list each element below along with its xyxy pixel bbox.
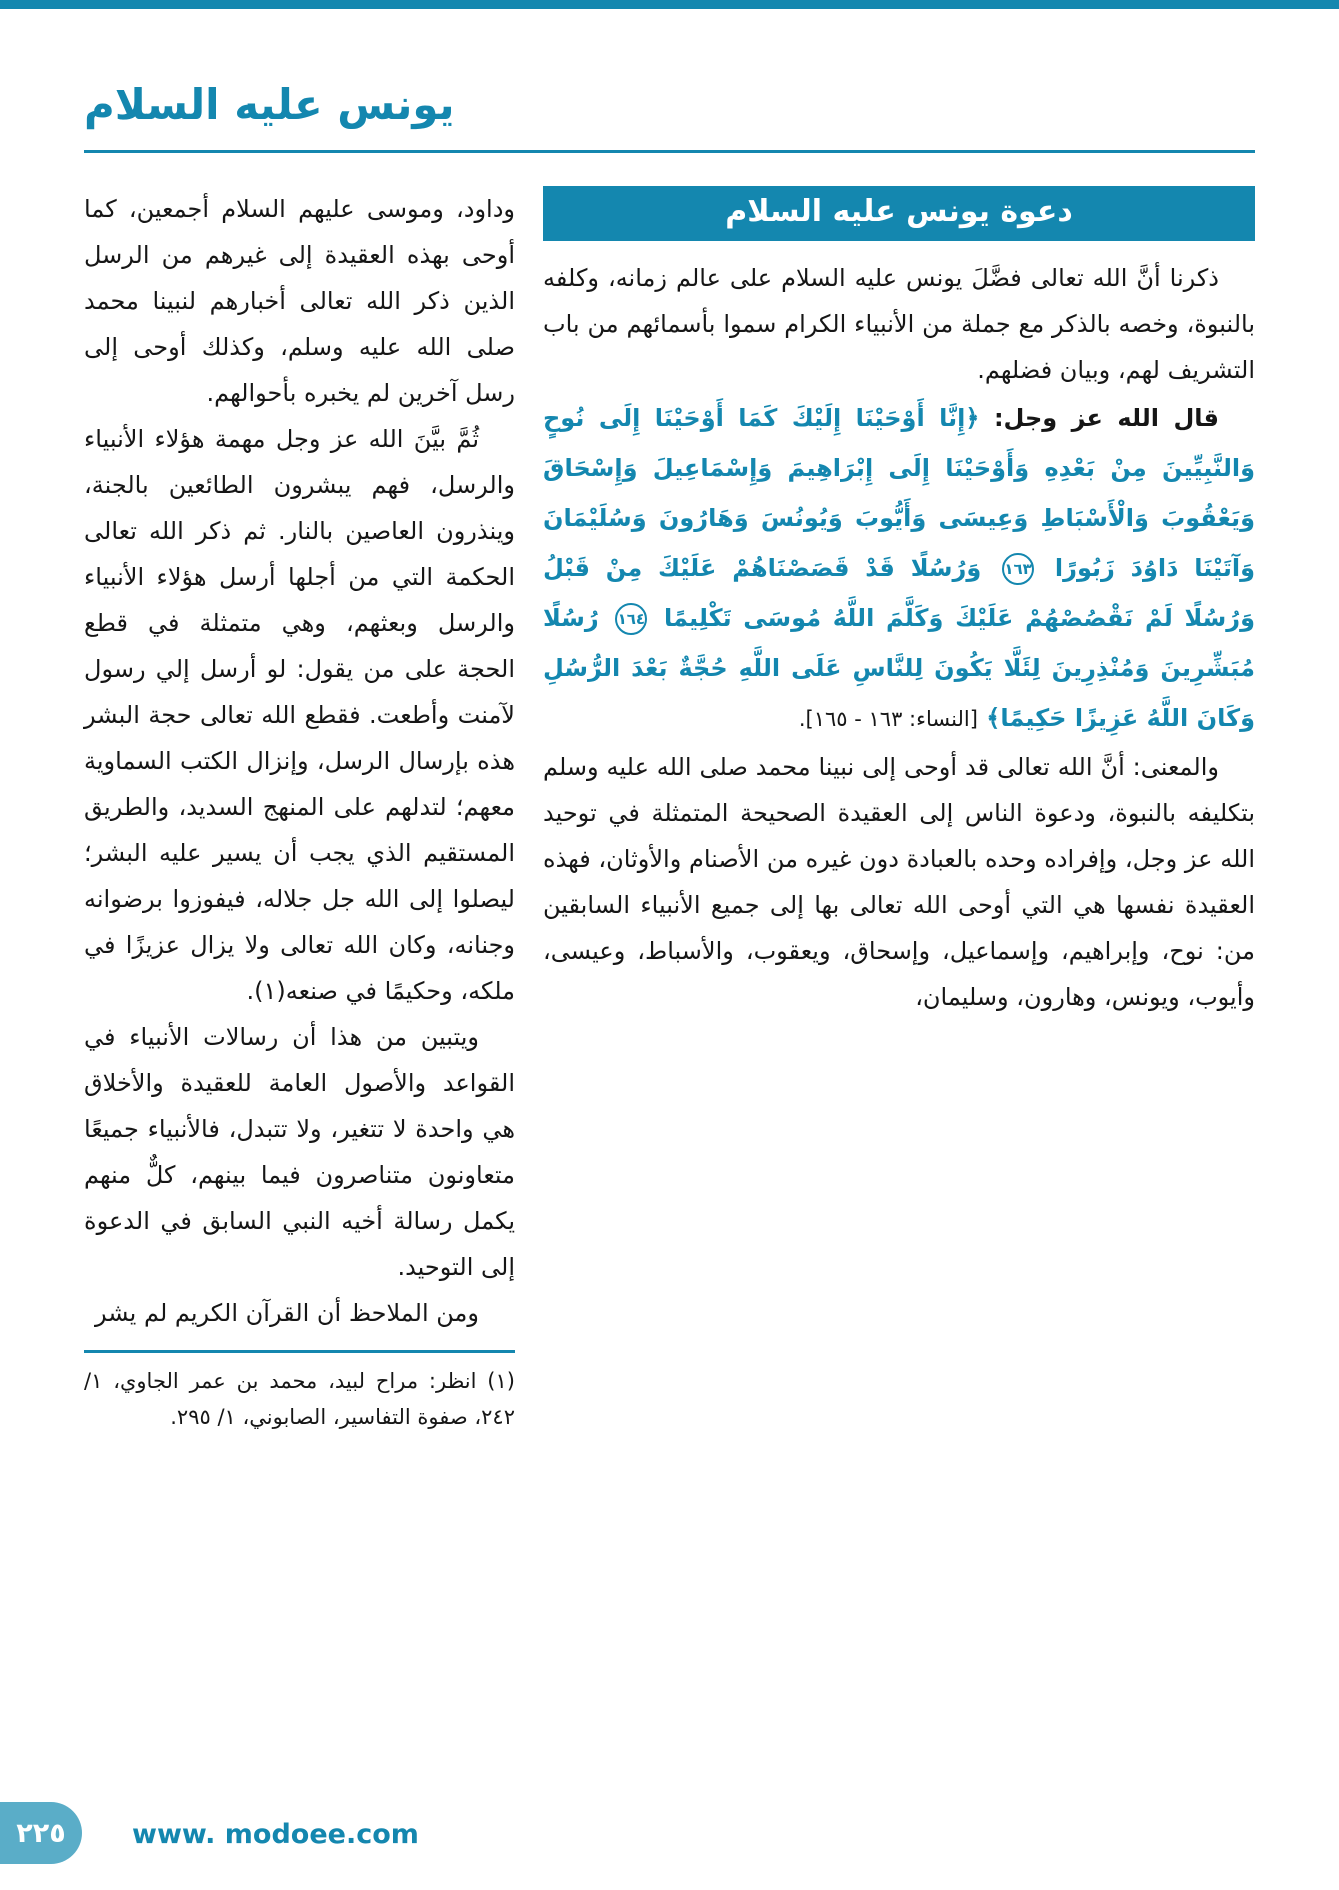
footnote-text: (١) انظر: مراح لبيد، محمد بن عمر الجاوي، ١/ ٢٤٢، صفوة التفاسير، الصابوني، ١/ ٢٩٥.: [84, 1369, 515, 1429]
quran-verse-block: [543, 393, 1255, 744]
quran-close-bracket: ﴾: [986, 704, 1001, 732]
section-heading: دعوة يونس عليه السلام: [543, 186, 1255, 241]
right-column: [543, 186, 1255, 1435]
header-divider-rule: [84, 150, 1255, 153]
body-paragraph: وداود، وموسى عليهم السلام أجمعين، كما أوحى بهذه العقيدة إلى غيرهم من الرسل الذين ذكر الله تعالى أخبارهم لنبينا محمد صلى الله عليه وسلم، وكذلك أوحى إلى رسل آخرين لم يخبره بأحوالهم.: [84, 195, 515, 407]
website-text: www. modoee.com: [132, 1819, 419, 1850]
body-paragraph: والمعنى: أنَّ الله تعالى قد أوحى إلى نبينا محمد صلى الله عليه وسلم بتكليفه بالنبوة، ودعوة الناس إلى العقيدة الصحيحة المتمثلة في توحيد الله عز وجل، وإفراده وحده بالعبادة دون غيره من الأصنام والأوثان، فهذه العقيدة نفسها هي التي أوحى الله تعالى بها إلى جميع الأنبياء السابقين من: نوح، وإبراهيم، وإسماعيل، وإسحاق، ويعقوب، والأسباط، وعيسى، وأيوب، ويونس، وهارون، وسليمان،: [543, 753, 1255, 1011]
quran-segment: إِنَّا أَوْحَيْنَا إِلَيْكَ كَمَا أَوْحَيْنَا إِلَى نُوحٍ وَالنَّبِيِّينَ مِنْ بَعْدِهِ وَأَوْحَيْنَا إِلَى إِبْرَاهِيمَ وَإِسْمَاعِيلَ وَإِسْحَاقَ وَيَعْقُوبَ وَالْأَسْبَاطِ وَعِيسَى وَأَيُّوبَ وَيُونُسَ وَهَارُونَ وَسُلَيْمَانَ وَآتَيْنَا دَاوُدَ زَبُورًا: [543, 404, 1256, 582]
left-column: [84, 186, 515, 1435]
body-paragraph: ثُمَّ بيَّنَ الله عز وجل مهمة هؤلاء الأنبياء والرسل، فهم يبشرون الطائعين بالجنة، وينذرون العاصين بالنار. ثم ذكر الله تعالى الحكمة التي من أجلها أرسل هؤلاء الأنبياء والرسل وبعثهم، وهي متمثلة في قطع الحجة على من يقول: لو أرسل إلي رسول لآمنت وأطعت. فقطع الله تعالى حجة البشر هذه بإرسال الرسل، وإنزال الكتب السماوية معهم؛ لتدلهم على المنهج السديد، والطريق المستقيم الذي يجب أن يسير عليه البشر؛ ليصلوا إلى الله جل جلاله، فيفوزوا برضوانه وجنانه، وكان الله تعالى ولا يزال عزيزًا في ملكه، وحكيمًا في صنعه(١).: [84, 425, 515, 1005]
quran-segment: وَرُسُلًا قَدْ قَصَصْنَاهُمْ عَلَيْكَ مِنْ قَبْلُ وَرُسُلًا لَمْ نَقْصُصْهُمْ عَلَيْكَ وَكَلَّمَ اللَّهُ مُوسَى تَكْلِيمًا: [543, 554, 1256, 632]
top-border-strip: [0, 0, 1339, 9]
page-header-title: يونس عليه السلام: [84, 80, 455, 129]
quran-lead-text: قال الله عز وجل:: [993, 404, 1220, 432]
body-paragraph: ذكرنا أنَّ الله تعالى فضَّلَ يونس عليه السلام على عالم زمانه، وكلفه بالنبوة، وخصه بالذكر مع جملة من الأنبياء الكرام سموا بأسمائهم من باب التشريف لهم، وبيان فضلهم.: [543, 264, 1255, 384]
ayah-number-badge: ١٦٤: [615, 603, 647, 635]
body-paragraph: ويتبين من هذا أن رسالات الأنبياء في القواعد والأصول العامة للعقيدة والأخلاق هي واحدة لا تتغير، ولا تتبدل، فالأنبياء جميعًا متعاونون متناصرون فيما بينهم، كلٌّ منهم يكمل رسالة أخيه النبي السابق في الدعوة إلى التوحيد.: [84, 1023, 515, 1281]
body-paragraph: ومن الملاحظ أن القرآن الكريم لم يشر: [95, 1299, 479, 1327]
footnote-divider-rule: [84, 1350, 515, 1353]
quran-citation: [النساء: ١٦٣ - ١٦٥].: [798, 707, 978, 731]
quran-open-bracket: ﴿: [965, 404, 980, 432]
page-content: [84, 186, 1255, 1435]
ayah-number-badge: ١٦٣: [1002, 553, 1034, 585]
page-number-badge: ٢٢٥: [0, 1802, 82, 1864]
quran-segment: رُسُلًا مُبَشِّرِينَ وَمُنْذِرِينَ لِئَلَّا يَكُونَ لِلنَّاسِ عَلَى اللَّهِ حُجَّةٌ بَعْدَ الرُّسُلِ وَكَانَ اللَّهُ عَزِيزًا حَكِيمًا: [543, 604, 1255, 732]
